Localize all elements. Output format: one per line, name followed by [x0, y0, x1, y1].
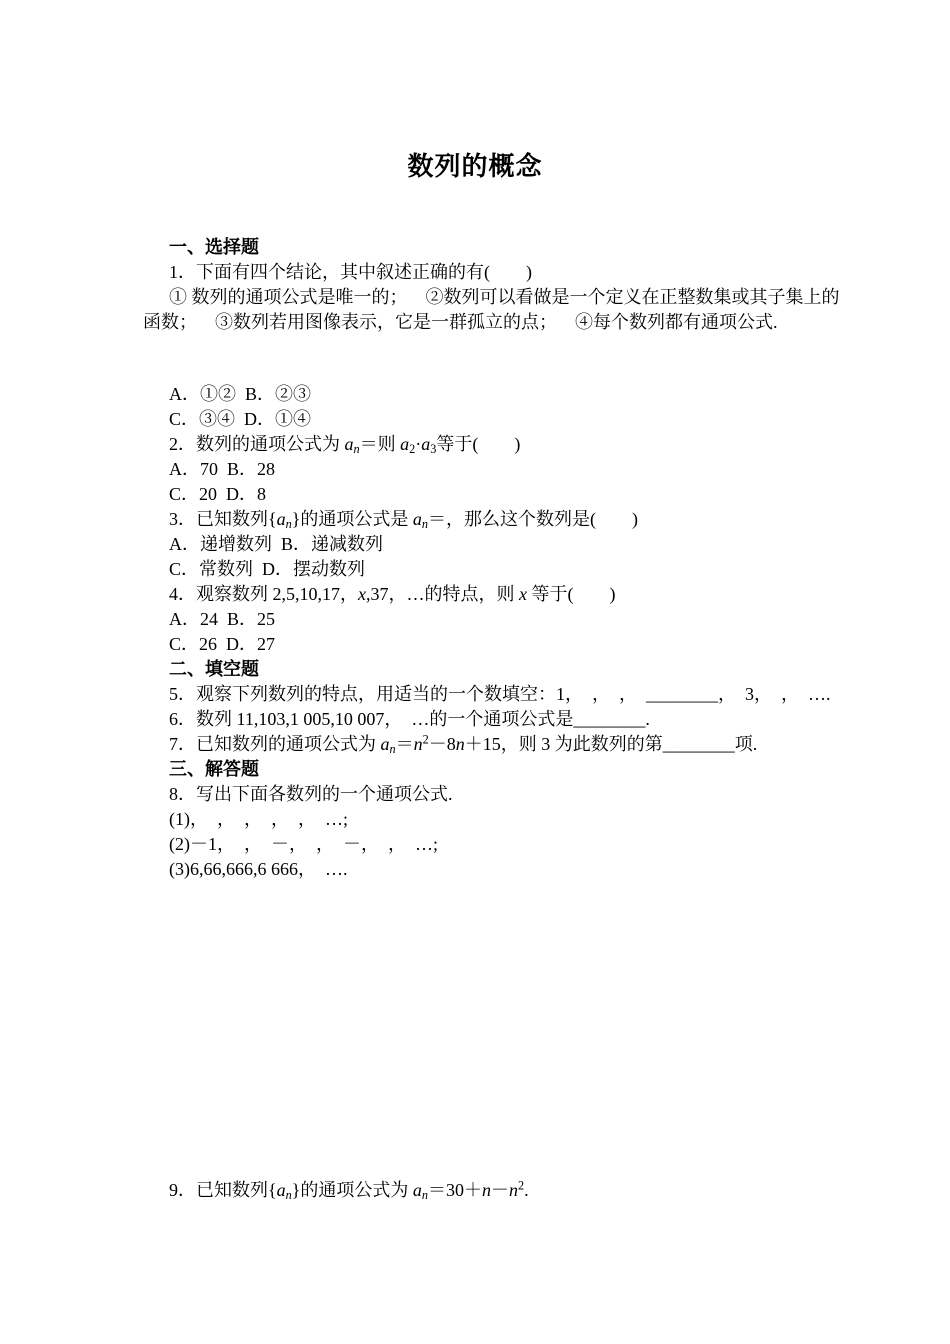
question-5: 5．观察下列数列的特点，用适当的一个数填空：1， ， ， ________， 3， ， ….: [169, 684, 831, 704]
question-8-part-3: (3)6,66,666,6 666， ….: [169, 859, 348, 879]
section-heading-fill-blank: 二、填空题: [169, 659, 259, 679]
question-1-statements-line1: ① 数列的通项公式是唯一的； ②数列可以看做是一个定义在正整数集或其子集上的: [169, 287, 840, 307]
question-3-options-cd: C．常数列 D．摆动数列: [169, 559, 366, 579]
question-2-options-ab: A．70 B．28: [169, 459, 276, 479]
question-8: 8．写出下面各数列的一个通项公式.: [169, 784, 453, 804]
question-4-options-ab: A．24 B．25: [169, 609, 276, 629]
document-title: 数列的概念: [407, 152, 543, 181]
question-3: 3．已知数列$\{a_n\}$的通项公式是 $a_n=$，那么这个数列是( ): [169, 509, 639, 532]
question-3-options-ab: A．递增数列 B．递减数列: [169, 534, 384, 554]
section-heading-solution: 三、解答题: [169, 759, 259, 779]
question-4-options-cd: C．26 D．27: [169, 634, 276, 654]
question-1: 1．下面有四个结论，其中叙述正确的有( ): [169, 262, 532, 282]
section-heading-choice: 一、选择题: [169, 237, 259, 257]
question-8-part-1: (1)， ， ， ， ， …;: [169, 809, 348, 829]
question-2-options-cd: C．20 D．8: [169, 484, 267, 504]
document-body: [143, 235, 863, 1203]
blank-space: [143, 882, 863, 1178]
question-1-statements-line2: 函数； ③数列若用图像表示，它是一群孤立的点； ④每个数列都有通项公式.: [143, 312, 778, 332]
question-6: 6．数列 11,103,1 005,10 007， …的一个通项公式是________.: [169, 709, 650, 729]
question-8-part-2: (2)－1， ， －， ， －， ， …;: [169, 834, 438, 854]
question-1-options-cd: C．③④ D．①④: [169, 409, 312, 429]
question-2: 2．数列的通项公式为 $a_n=$则 $a_2\cdot a_3$等于( ): [169, 434, 521, 457]
question-7: 7．已知数列的通项公式为 $a_n=n^2-8n+15$，则 3 为此数列的第________项.: [169, 732, 758, 757]
blank-space: [143, 335, 863, 382]
question-9: 9．已知数列$\{a_n\}$的通项公式为 $a_n=30+n-n^2$.: [169, 1178, 529, 1203]
question-4: 4．观察数列 2,5,10,17，x,37，…的特点，则 x 等于( ): [169, 584, 616, 604]
question-1-options-ab: A．①② B．②③: [169, 384, 312, 404]
